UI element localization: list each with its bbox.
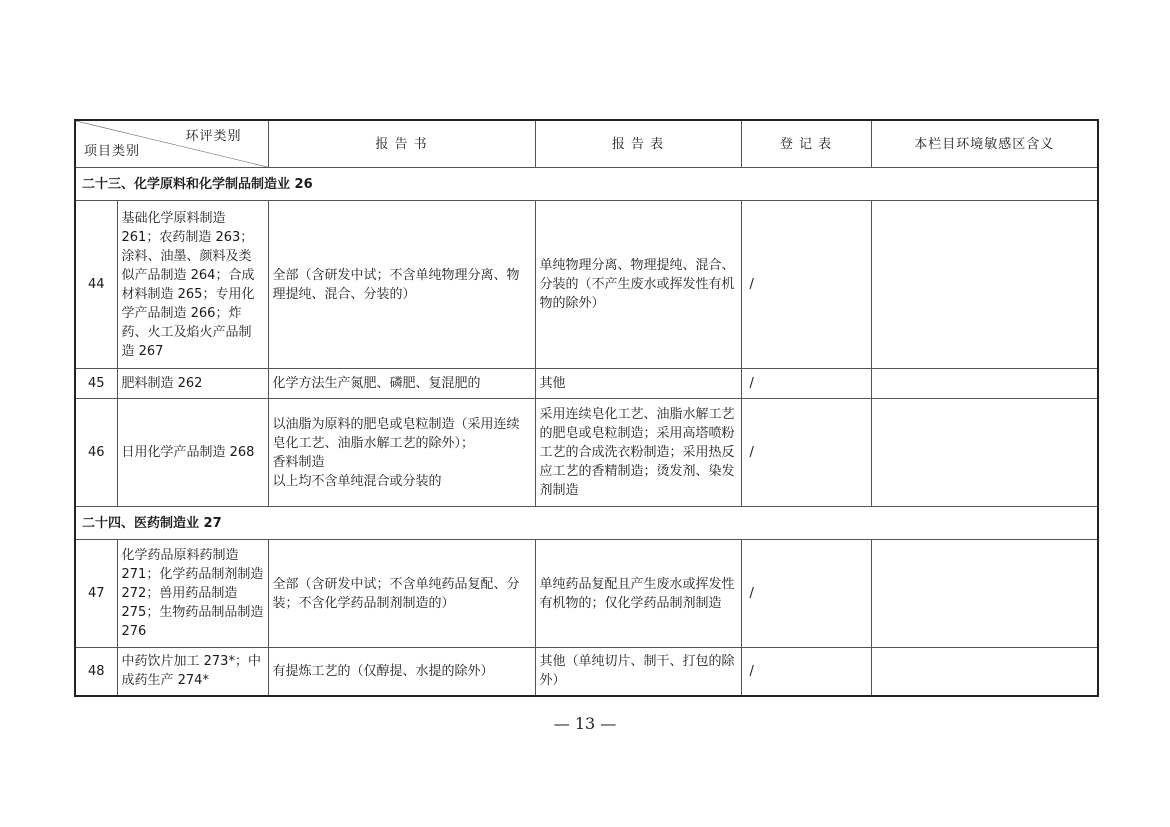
- table-row: [75, 369, 1098, 399]
- table-row: [75, 648, 1098, 696]
- project-category: 化学药品原料药制造 271；化学药品制剂制造 272；兽用药品制造 275；生物药品制品制造 276: [117, 540, 268, 648]
- header-row: [75, 120, 1098, 168]
- sensitive-area-cell: [871, 648, 1098, 696]
- register-cell: /: [741, 201, 871, 369]
- project-category: 日用化学产品制造 268: [117, 399, 268, 507]
- header-register-form: 登 记 表: [741, 120, 871, 168]
- report-book-cell: 全部（含研发中试；不含单纯药品复配、分装；不含化学药品制剂制造的）: [268, 540, 535, 648]
- section-title: 二十四、医药制造业 27: [75, 507, 1098, 540]
- section-row: [75, 507, 1098, 540]
- table-row: [75, 399, 1098, 507]
- header-project-category: 项目类别: [84, 144, 141, 159]
- header-sensitive-area: 本栏目环境敏感区含义: [871, 120, 1098, 168]
- diagonal-header-cell: [75, 120, 268, 168]
- report-book-cell: 全部（含研发中试；不含单纯物理分离、物理提纯、混合、分装的）: [268, 201, 535, 369]
- sensitive-area-cell: [871, 540, 1098, 648]
- row-number: 47: [75, 540, 117, 648]
- header-report-book: 报 告 书: [268, 120, 535, 168]
- classification-table: [74, 119, 1099, 697]
- report-form-cell: 其他（单纯切片、制干、打包的除外）: [535, 648, 741, 696]
- register-cell: /: [741, 648, 871, 696]
- row-number: 45: [75, 369, 117, 399]
- report-book-cell: 有提炼工艺的（仅醇提、水提的除外）: [268, 648, 535, 696]
- sensitive-area-cell: [871, 201, 1098, 369]
- register-cell: /: [741, 540, 871, 648]
- project-category: 中药饮片加工 273*；中成药生产 274*: [117, 648, 268, 696]
- report-form-cell: 采用连续皂化工艺、油脂水解工艺的肥皂或皂粒制造；采用高塔喷粉工艺的合成洗衣粉制造；采用热反应工艺的香精制造；烫发剂、染发剂制造: [535, 399, 741, 507]
- register-cell: /: [741, 399, 871, 507]
- page-number: — 13 —: [553, 714, 617, 733]
- row-number: 46: [75, 399, 117, 507]
- sensitive-area-cell: [871, 399, 1098, 507]
- row-number: 48: [75, 648, 117, 696]
- section-row: [75, 168, 1098, 201]
- sensitive-area-cell: [871, 369, 1098, 399]
- report-book-cell: 化学方法生产氮肥、磷肥、复混肥的: [268, 369, 535, 399]
- report-form-cell: 其他: [535, 369, 741, 399]
- report-form-cell: 单纯物理分离、物理提纯、混合、分装的（不产生废水或挥发性有机物的除外）: [535, 201, 741, 369]
- report-form-cell: 单纯药品复配且产生废水或挥发性有机物的；仅化学药品制剂制造: [535, 540, 741, 648]
- table-row: [75, 201, 1098, 369]
- header-report-form: 报 告 表: [535, 120, 741, 168]
- section-title: 二十三、化学原料和化学制品制造业 26: [75, 168, 1098, 201]
- table-row: [75, 540, 1098, 648]
- header-eia-category: 环评类别: [185, 129, 242, 144]
- report-book-cell: 以油脂为原料的肥皂或皂粒制造（采用连续皂化工艺、油脂水解工艺的除外）； 香料制造 以上均不含单纯混合或分装的: [268, 399, 535, 507]
- row-number: 44: [75, 201, 117, 369]
- project-category: 基础化学原料制造 261；农药制造 263；涂料、油墨、颜料及类似产品制造 264；合成材料制造 265；专用化学产品制造 266；炸药、火工及焰火产品制造 267: [117, 201, 268, 369]
- register-cell: /: [741, 369, 871, 399]
- project-category: 肥料制造 262: [117, 369, 268, 399]
